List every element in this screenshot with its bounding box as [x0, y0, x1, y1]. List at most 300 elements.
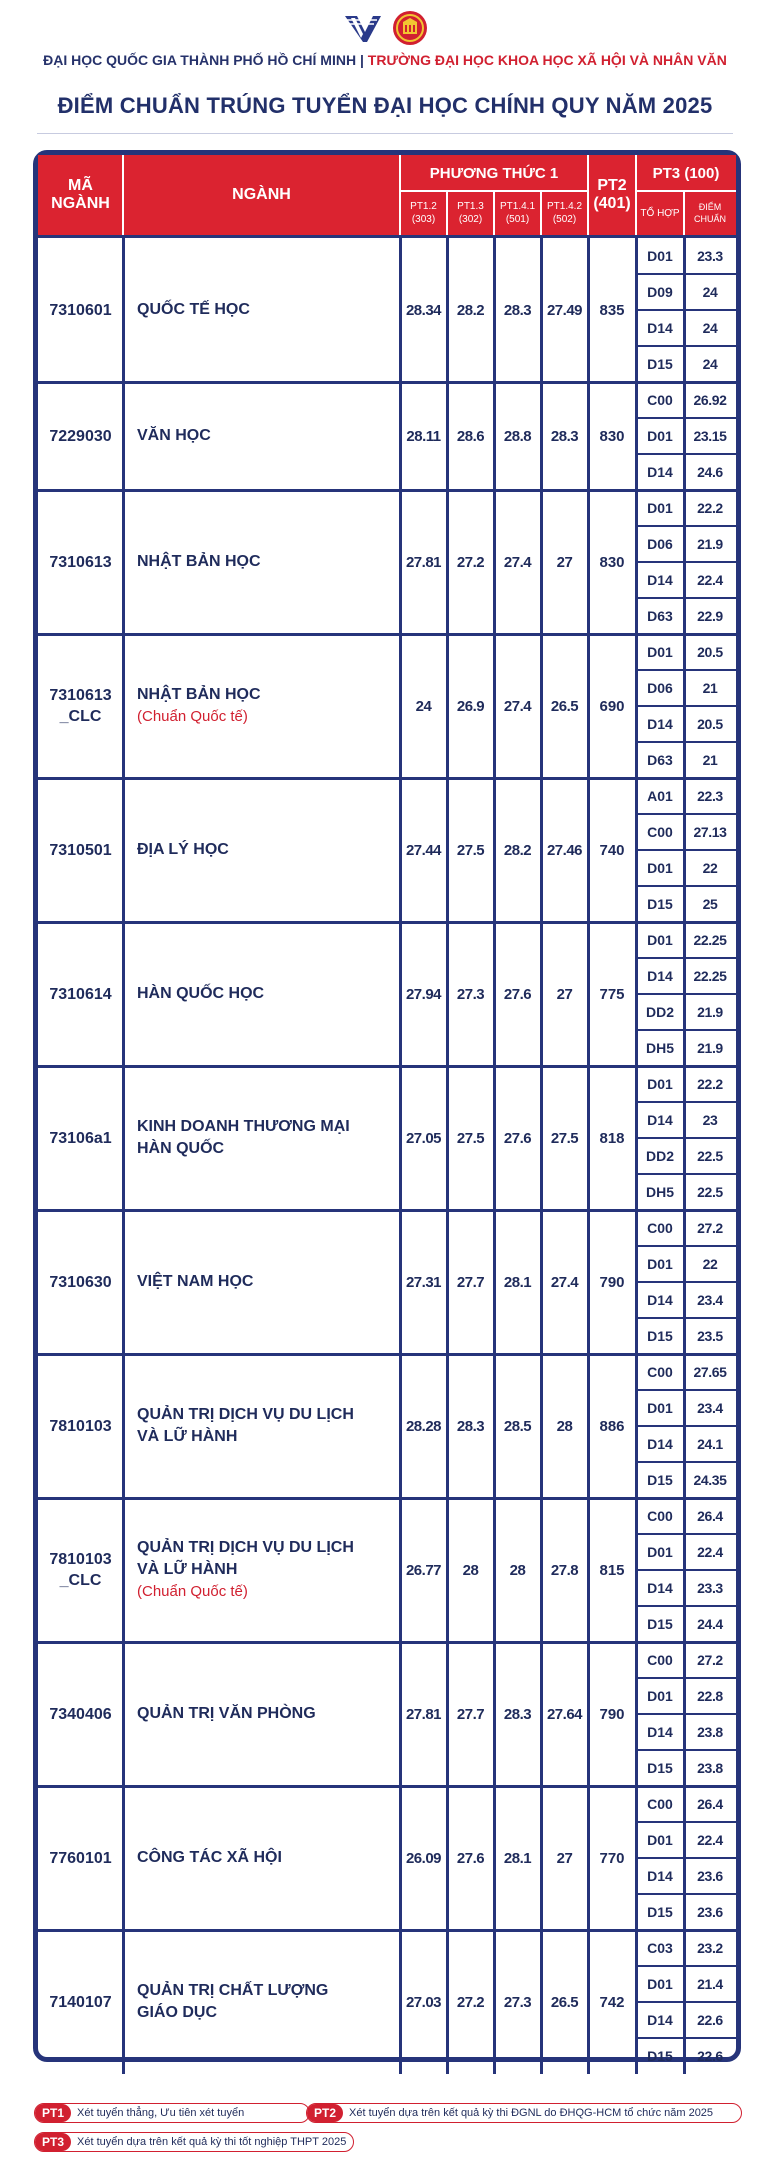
row-pt1-score	[400, 1066, 447, 1210]
row-pt3-combo	[636, 274, 684, 310]
row-pt3-score-value: 23.4	[697, 1292, 723, 1308]
row-pt3-score-value: 27.2	[697, 1220, 723, 1236]
row-pt1-value: 27.2	[456, 553, 485, 571]
row-pt3-score	[684, 1246, 736, 1282]
row-pt1-value: 27.31	[405, 1273, 442, 1291]
header-separator-h	[636, 190, 736, 192]
row-pt1-score	[400, 1354, 447, 1498]
row-code-text: _CLC	[59, 708, 102, 725]
row-pt3-score-value: 24.6	[697, 464, 723, 480]
row-pt3-combo-value: D14	[647, 2012, 673, 2028]
row-code-text: 7310614	[49, 985, 112, 1003]
row-pt1-value: 28.5	[503, 1417, 532, 1435]
row-pt3-score-value: 23.3	[697, 1580, 723, 1596]
row-code	[38, 778, 123, 922]
row-pt1-score	[494, 922, 541, 1066]
row-pt2-score	[588, 1066, 636, 1210]
row-pt3-score	[684, 634, 736, 670]
row-pt1-score	[541, 1498, 588, 1642]
row-pt1-value: 27.7	[456, 1705, 485, 1723]
row-pt3-score-value: 21.9	[697, 1004, 723, 1020]
row-pt1-value: 27.8	[550, 1561, 579, 1579]
header-pt3-label: PT3 (100)	[652, 164, 720, 182]
row-pt1-score	[541, 1930, 588, 2074]
pt3-sub-divider	[636, 705, 736, 707]
header-separator-v	[683, 191, 685, 235]
row-pt1-score	[541, 922, 588, 1066]
legend-item	[34, 2103, 310, 2123]
row-pt3-score	[684, 1390, 736, 1426]
pt3-sub-divider	[636, 1425, 736, 1427]
row-pt3-combo-value: D14	[647, 1724, 673, 1740]
row-major-name: VĂN HỌC	[137, 427, 211, 444]
row-pt3-combo-value: D01	[647, 1832, 673, 1848]
row-pt1-score	[400, 1930, 447, 2074]
row-pt3-score	[684, 1102, 736, 1138]
row-pt3-score	[684, 1642, 736, 1678]
row-pt1-value: 27.81	[405, 553, 442, 571]
header-pt3-score-word: CHUẨN	[693, 214, 726, 224]
row-pt1-value: 27.5	[456, 1129, 485, 1147]
row-pt3-combo	[636, 922, 684, 958]
row-pt3-combo-value: D15	[647, 1328, 673, 1344]
row-pt2-value: 815	[599, 1561, 625, 1579]
row-pt2-value: 775	[599, 985, 625, 1003]
row-pt3-score-value: 25	[702, 896, 718, 912]
row-pt1-score	[541, 1786, 588, 1930]
row-pt3-combo-value: C00	[647, 392, 673, 408]
row-pt3-score	[684, 454, 736, 490]
row-pt3-combo	[636, 814, 684, 850]
row-pt3-score	[684, 2002, 736, 2038]
row-major-name: QUẢN TRỊ CHẤT LƯỢNG GIÁO DỤC	[137, 1982, 329, 2021]
row-pt1-value: 28.1	[503, 1849, 532, 1867]
row-pt1-value: 28.1	[503, 1273, 532, 1291]
row-pt1-score	[447, 1786, 494, 1930]
ussh-logo	[392, 10, 428, 46]
header-pt1-sub-code: (501)	[505, 214, 530, 225]
row-pt3-score-value: 23.2	[697, 1940, 723, 1956]
row-pt1-value: 28	[462, 1561, 479, 1579]
row-pt3-score-value: 23	[702, 1112, 718, 1128]
row-pt1-score	[447, 1210, 494, 1354]
row-pt1-value: 27.46	[546, 841, 583, 859]
row-pt3-combo	[636, 742, 684, 778]
row-pt3-score-value: 24	[702, 284, 718, 300]
row-code-text: 7760101	[49, 1849, 112, 1867]
row-pt2-value: 818	[599, 1129, 625, 1147]
row-pt3-combo-value: C00	[647, 1652, 673, 1668]
row-pt3-score	[684, 1606, 736, 1642]
row-pt3-combo-value: D14	[647, 1580, 673, 1596]
row-pt3-score	[684, 1210, 736, 1246]
row-pt1-value: 27.64	[546, 1705, 583, 1723]
row-pt3-score-value: 22.6	[697, 2012, 723, 2028]
row-pt1-score	[400, 490, 447, 634]
row-pt1-value: 27.5	[550, 1129, 579, 1147]
row-pt1-value: 27.4	[503, 553, 532, 571]
row-pt3-score-value: 23.8	[697, 1760, 723, 1776]
row-pt3-combo	[636, 1930, 684, 1966]
row-pt3-combo-value: D14	[647, 1436, 673, 1452]
row-pt3-combo	[636, 1102, 684, 1138]
row-code-text: 7810103	[49, 1551, 112, 1568]
column-divider	[587, 238, 590, 2074]
row-code-text: 7340406	[49, 1705, 112, 1723]
row-pt1-score	[541, 382, 588, 490]
row-major	[123, 1930, 400, 2074]
row-pt3-combo-value: D15	[647, 1760, 673, 1776]
row-pt3-score-value: 22.4	[697, 572, 723, 588]
row-pt3-score	[684, 1138, 736, 1174]
row-major	[123, 238, 400, 382]
pt3-sub-divider	[636, 849, 736, 851]
pt3-sub-divider	[636, 2037, 736, 2039]
row-pt1-score	[494, 1210, 541, 1354]
row-pt1-value: 28.3	[550, 427, 579, 445]
row-pt3-score-value: 24.35	[693, 1472, 727, 1488]
row-pt3-combo-value: D01	[647, 1076, 673, 1092]
legend-text: Xét tuyển dựa trên kết quả kỳ thi tốt nghiệp THPT 2025	[77, 2136, 347, 2148]
row-pt1-value: 27.44	[405, 841, 442, 859]
row-pt1-value: 27.6	[456, 1849, 485, 1867]
row-pt3-score	[684, 490, 736, 526]
row-major-name: QUỐC TẾ HỌC	[137, 301, 250, 318]
row-pt1-value: 24	[415, 697, 432, 715]
row-pt3-combo	[636, 1318, 684, 1354]
row-major	[123, 778, 400, 922]
university-name: ĐẠI HỌC QUỐC GIA THÀNH PHỐ HỒ CHÍ MINH	[43, 52, 357, 68]
header-code-line2: NGÀNH	[51, 195, 110, 212]
row-major-name: QUẢN TRỊ VĂN PHÒNG	[137, 1705, 316, 1722]
row-pt1-value: 27.49	[546, 301, 583, 319]
row-pt3-combo-value: D14	[647, 1868, 673, 1884]
row-pt3-score	[684, 1714, 736, 1750]
pt3-sub-divider	[636, 561, 736, 563]
row-pt3-score-value: 23.15	[693, 428, 727, 444]
row-pt2-score	[588, 490, 636, 634]
row-pt3-combo-value: D14	[647, 1112, 673, 1128]
row-pt3-score-value: 22.3	[697, 788, 723, 804]
row-pt2-value: 770	[599, 1849, 625, 1867]
row-pt3-combo	[636, 1282, 684, 1318]
row-pt3-score-value: 23.8	[697, 1724, 723, 1740]
row-pt3-score	[684, 994, 736, 1030]
header-pt1	[400, 155, 588, 191]
row-pt2-value: 790	[599, 1705, 625, 1723]
row-pt3-combo	[636, 958, 684, 994]
pt3-sub-divider	[636, 1569, 736, 1571]
row-pt3-combo-value: A01	[647, 788, 673, 804]
row-pt3-score	[684, 382, 736, 418]
row-pt3-score-value: 24.1	[697, 1436, 723, 1452]
pt3-sub-divider	[636, 1749, 736, 1751]
row-pt1-value: 27.6	[503, 985, 532, 1003]
row-pt3-combo	[636, 310, 684, 346]
pt3-sub-divider	[636, 993, 736, 995]
row-pt3-score	[684, 1030, 736, 1066]
row-pt1-value: 27.4	[503, 697, 532, 715]
row-pt1-score	[494, 1642, 541, 1786]
row-pt3-combo-value: C00	[647, 1364, 673, 1380]
row-pt3-score-value: 22.6	[697, 2048, 723, 2064]
row-pt1-score	[447, 490, 494, 634]
pt3-sub-divider	[636, 1281, 736, 1283]
pt3-sub-divider	[636, 1317, 736, 1319]
row-pt1-score	[541, 1210, 588, 1354]
page-title: ĐIỂM CHUẨN TRÚNG TUYỂN ĐẠI HỌC CHÍNH QUY NĂM 2025	[57, 93, 713, 118]
row-pt3-score	[684, 598, 736, 634]
row-code	[38, 1642, 123, 1786]
row-pt3-combo	[636, 2038, 684, 2074]
row-pt3-combo	[636, 1714, 684, 1750]
row-pt3-combo	[636, 454, 684, 490]
row-pt3-combo-value: D15	[647, 356, 673, 372]
header-separator-h	[400, 190, 588, 192]
row-pt3-score-value: 22.5	[697, 1184, 723, 1200]
row-pt3-score-value: 21.9	[697, 1040, 723, 1056]
row-pt3-combo-value: D01	[647, 1256, 673, 1272]
row-pt1-value: 28.3	[456, 1417, 485, 1435]
row-pt3-score-value: 22.25	[693, 932, 727, 948]
row-pt1-score	[447, 778, 494, 922]
header-pt3	[636, 155, 736, 191]
row-pt3-score	[684, 1894, 736, 1930]
row-pt3-combo-value: D63	[647, 608, 673, 624]
header-major	[123, 155, 400, 235]
row-major-name: NHẬT BẢN HỌC	[137, 553, 261, 570]
header-separator-v	[493, 191, 495, 235]
row-major	[123, 922, 400, 1066]
header-pt1-sub-label: PT1.4.2	[546, 201, 583, 212]
row-pt3-score	[684, 1750, 736, 1786]
row-pt1-value: 27	[556, 985, 573, 1003]
row-pt3-score	[684, 1174, 736, 1210]
row-pt3-score	[684, 814, 736, 850]
header-pt2-label: PT2	[597, 177, 627, 194]
header-separator-v	[540, 191, 542, 235]
row-pt3-score	[684, 1930, 736, 1966]
row-pt1-value: 28.28	[405, 1417, 442, 1435]
row-pt3-combo	[636, 238, 684, 274]
row-pt3-combo	[636, 2002, 684, 2038]
row-pt3-combo-value: D01	[647, 500, 673, 516]
title-divider	[37, 133, 733, 134]
row-pt1-score	[541, 238, 588, 382]
row-pt3-score	[684, 1534, 736, 1570]
row-pt3-combo-value: C00	[647, 824, 673, 840]
row-pt1-score	[494, 238, 541, 382]
row-major-name: QUẢN TRỊ DỊCH VỤ DU LỊCH VÀ LỮ HÀNH	[137, 1539, 354, 1578]
row-pt3-combo-value: D14	[647, 572, 673, 588]
row-pt3-score	[684, 310, 736, 346]
row-pt3-combo-value: C00	[647, 1220, 673, 1236]
row-pt2-value: 830	[599, 427, 625, 445]
row-pt3-combo-value: DD2	[645, 1148, 674, 1164]
row-pt3-score	[684, 526, 736, 562]
row-pt2-score	[588, 1354, 636, 1498]
row-pt3-score	[684, 742, 736, 778]
row-pt1-value: 27.03	[405, 1993, 442, 2011]
row-pt2-score	[588, 1498, 636, 1642]
row-major-name: QUẢN TRỊ DỊCH VỤ DU LỊCH VÀ LỮ HÀNH	[137, 1406, 354, 1445]
header-pt1-sub-label: PT1.4.1	[499, 201, 536, 212]
row-pt1-score	[447, 382, 494, 490]
row-major-name: CÔNG TÁC XÃ HỘI	[137, 1849, 282, 1866]
row-pt1-score	[541, 490, 588, 634]
row-pt1-score	[400, 634, 447, 778]
row-pt3-score	[684, 1786, 736, 1822]
row-pt3-combo-value: D14	[647, 968, 673, 984]
row-major	[123, 634, 400, 778]
row-pt1-value: 27	[556, 1849, 573, 1867]
pt3-sub-divider	[636, 669, 736, 671]
row-pt1-value: 27.94	[405, 985, 442, 1003]
row-pt1-score	[447, 1498, 494, 1642]
row-pt3-combo	[636, 670, 684, 706]
row-pt3-combo	[636, 382, 684, 418]
row-pt3-score	[684, 562, 736, 598]
pt3-sub-divider	[636, 1821, 736, 1823]
legend-text: Xét tuyển dựa trên kết quả kỳ thi ĐGNL do ĐHQG-HCM tổ chức năm 2025	[349, 2107, 714, 2119]
row-pt3-score	[684, 778, 736, 814]
row-pt3-combo-value: D06	[647, 680, 673, 696]
row-pt1-score	[447, 238, 494, 382]
row-pt3-combo-value: D15	[647, 1472, 673, 1488]
row-pt3-score	[684, 958, 736, 994]
row-pt3-combo	[636, 346, 684, 382]
pt3-sub-divider	[636, 741, 736, 743]
row-pt3-score	[684, 1570, 736, 1606]
row-code-text: 7310630	[49, 1273, 112, 1291]
legend-item	[306, 2103, 742, 2123]
row-pt3-score-value: 23.6	[697, 1868, 723, 1884]
legend-tag: PT1	[35, 2104, 71, 2122]
row-pt1-value: 28.6	[456, 427, 485, 445]
row-major-note: (Chuẩn Quốc tế)	[137, 1583, 248, 1600]
row-code-text: _CLC	[59, 1572, 102, 1589]
row-major-note: (Chuẩn Quốc tế)	[137, 708, 248, 725]
row-pt3-score-value: 21	[702, 752, 718, 768]
row-major-name: ĐỊA LÝ HỌC	[137, 841, 229, 858]
row-pt1-value: 28.3	[503, 1705, 532, 1723]
row-pt3-combo	[636, 1210, 684, 1246]
row-pt1-score	[494, 1498, 541, 1642]
row-pt3-score-value: 26.4	[697, 1508, 723, 1524]
pt3-sub-divider	[636, 957, 736, 959]
row-major	[123, 1210, 400, 1354]
row-pt3-combo-value: D09	[647, 284, 673, 300]
header-pt3-combo	[636, 191, 684, 235]
row-code	[38, 490, 123, 634]
pt3-sub-divider	[636, 417, 736, 419]
row-pt1-value: 26.09	[405, 1849, 442, 1867]
pt3-sub-divider	[636, 813, 736, 815]
row-pt3-combo-value: D01	[647, 1544, 673, 1560]
row-pt3-combo	[636, 1642, 684, 1678]
pt3-sub-divider	[636, 1605, 736, 1607]
row-pt3-score	[684, 2038, 736, 2074]
row-pt3-combo	[636, 418, 684, 454]
row-pt3-combo-value: D01	[647, 860, 673, 876]
pt3-sub-divider	[636, 1101, 736, 1103]
row-pt1-value: 28.2	[503, 841, 532, 859]
row-pt3-combo-value: D06	[647, 536, 673, 552]
header-separator-v	[587, 155, 589, 235]
pt3-sub-divider	[636, 345, 736, 347]
pt3-sub-divider	[636, 2001, 736, 2003]
row-pt3-combo	[636, 778, 684, 814]
row-pt3-combo	[636, 1246, 684, 1282]
legend-tag: PT3	[35, 2133, 71, 2151]
pt3-sub-divider	[636, 1713, 736, 1715]
row-pt3-score	[684, 922, 736, 958]
header-pt3-score	[684, 191, 736, 235]
row-pt2-score	[588, 1786, 636, 1930]
row-major	[123, 1066, 400, 1210]
header-separator: |	[356, 52, 368, 68]
row-pt3-combo	[636, 1138, 684, 1174]
row-code	[38, 1786, 123, 1930]
row-pt1-value: 26.77	[405, 1561, 442, 1579]
row-pt1-value: 27.4	[550, 1273, 579, 1291]
row-code-text: 7140107	[49, 1993, 112, 2011]
row-pt3-combo	[636, 562, 684, 598]
pt3-sub-divider	[636, 1677, 736, 1679]
row-code-text: 7810103	[49, 1417, 112, 1435]
row-pt3-score	[684, 1822, 736, 1858]
row-pt3-score-value: 22	[702, 860, 718, 876]
row-pt1-value: 27.3	[503, 1993, 532, 2011]
row-pt1-score	[541, 634, 588, 778]
row-pt1-value: 27.05	[405, 1129, 442, 1147]
row-pt1-score	[447, 922, 494, 1066]
row-pt3-score	[684, 1354, 736, 1390]
header-separator-v	[122, 155, 124, 235]
row-pt3-score-value: 22.25	[693, 968, 727, 984]
row-pt3-score	[684, 1318, 736, 1354]
pt3-sub-divider	[636, 1389, 736, 1391]
row-pt3-combo	[636, 1030, 684, 1066]
row-pt3-combo-value: D14	[647, 1292, 673, 1308]
pt3-sub-divider	[636, 1857, 736, 1859]
row-major-name: VIỆT NAM HỌC	[137, 1273, 254, 1290]
row-pt3-combo	[636, 1174, 684, 1210]
header-pt1-sub-label: PT1.3	[457, 201, 484, 212]
row-pt3-combo	[636, 1354, 684, 1390]
header-pt1-sub-code: (302)	[458, 214, 483, 225]
header-separator-v	[446, 191, 448, 235]
row-pt2-score	[588, 238, 636, 382]
header-pt1-sub	[541, 191, 588, 235]
row-pt1-score	[447, 1066, 494, 1210]
pt3-sub-divider	[636, 597, 736, 599]
row-pt1-score	[400, 238, 447, 382]
row-pt2-value: 742	[599, 1993, 625, 2011]
header-pt2-code: (401)	[593, 195, 631, 212]
row-pt3-combo	[636, 1858, 684, 1894]
row-pt3-combo	[636, 634, 684, 670]
pt3-sub-divider	[636, 453, 736, 455]
row-major	[123, 1786, 400, 1930]
row-pt3-combo-value: D15	[647, 1904, 673, 1920]
legend-item	[34, 2132, 354, 2152]
row-pt3-combo	[636, 886, 684, 922]
row-pt2-value: 830	[599, 553, 625, 571]
row-pt3-score-value: 22.4	[697, 1544, 723, 1560]
row-pt1-score	[494, 634, 541, 778]
row-pt3-combo	[636, 1606, 684, 1642]
